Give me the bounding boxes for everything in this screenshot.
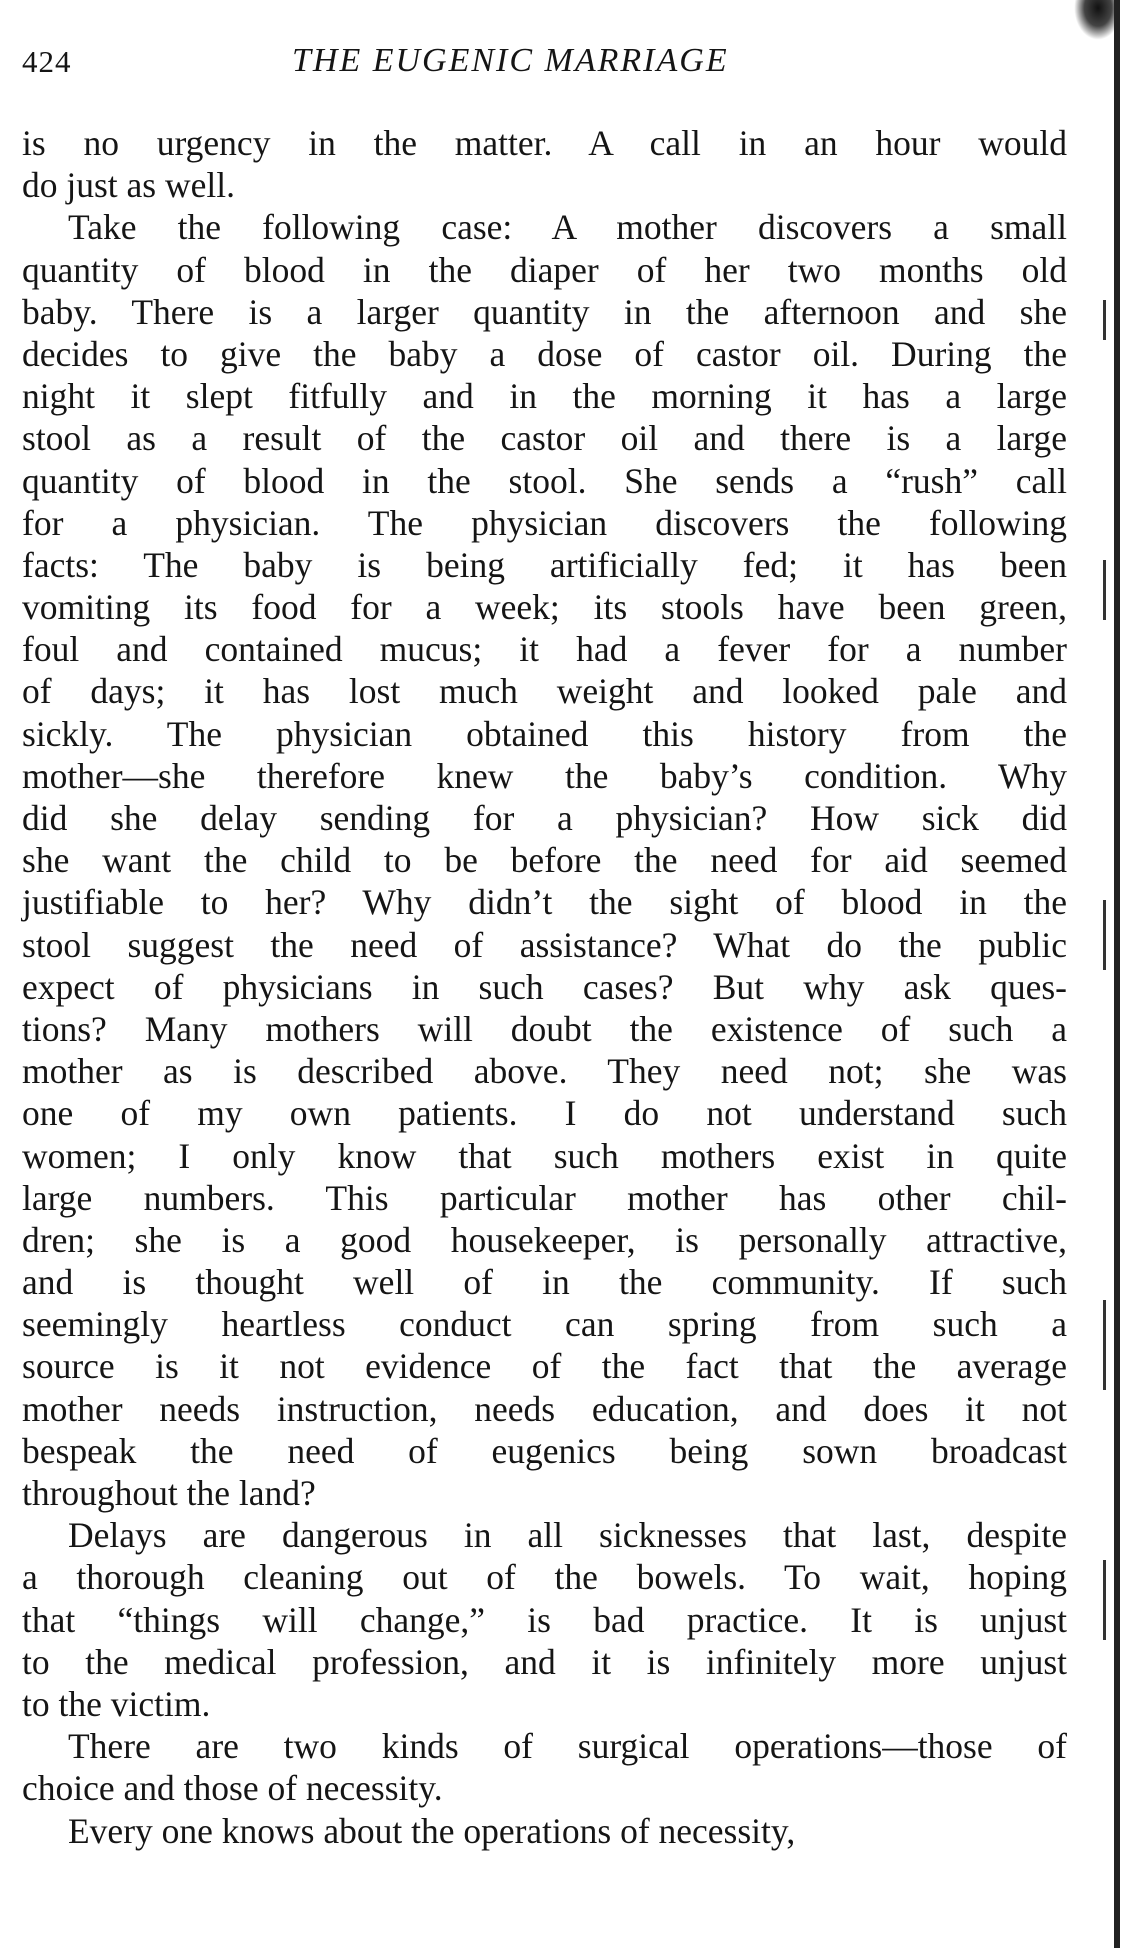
text-line: facts: The baby is being artificially fed; it has been: [22, 544, 1067, 585]
text-line: source is it not evidence of the fact that the average: [22, 1346, 1067, 1387]
margin-mark: [1103, 300, 1106, 340]
text-line: and is thought well of in the community. If such: [22, 1262, 1067, 1303]
paragraph-start-line: Every one knows about the operations of necessity,: [68, 1810, 796, 1851]
text-line: mother needs instruction, needs education, and does it not: [22, 1388, 1067, 1429]
page-binding-edge: [1114, 0, 1120, 1948]
text-line: expect of physicians in such cases? But why ask ques-: [22, 966, 1067, 1007]
text-line: dren; she is a good housekeeper, is personally attractive,: [22, 1219, 1067, 1260]
text-line: stool suggest the need of assistance? What do the public: [22, 924, 1067, 965]
text-line: women; I only know that such mothers exist in quite: [22, 1135, 1067, 1176]
text-line: mother as is described above. They need not; she was: [22, 1051, 1067, 1092]
text-line: tions? Many mothers will doubt the existence of such a: [22, 1008, 1067, 1049]
text-line: baby. There is a larger quantity in the afternoon and she: [22, 291, 1067, 332]
text-line: to the victim.: [22, 1683, 211, 1724]
text-line: choice and those of necessity.: [22, 1768, 443, 1809]
text-line: quantity of blood in the stool. She sends a “rush” call: [22, 460, 1067, 501]
page-number: 424: [22, 44, 72, 79]
text-line: night it slept fitfully and in the morning it has a large: [22, 376, 1067, 417]
text-line: vomiting its food for a week; its stools have been green,: [22, 587, 1067, 628]
paragraph-start-line: Take the following case: A mother discovers a small: [68, 207, 1067, 248]
text-line: did she delay sending for a physician? How sick did: [22, 798, 1067, 838]
text-line: justifiable to her? Why didn’t the sight of blood in the: [22, 882, 1067, 923]
text-line: one of my own patients. I do not understand such: [22, 1093, 1067, 1134]
running-head: THE EUGENIC MARRIAGE: [292, 42, 729, 79]
text-line: to the medical profession, and it is infinitely more unjust: [22, 1641, 1067, 1682]
margin-mark: [1103, 900, 1106, 970]
margin-mark: [1103, 560, 1106, 620]
text-line: bespeak the need of eugenics being sown broadcast: [22, 1430, 1067, 1471]
body-text: [22, 122, 1067, 1852]
text-line: for a physician. The physician discovers the following: [22, 502, 1067, 543]
binding-shadow: [1074, 0, 1114, 40]
text-line: she want the child to be before the need for aid seemed: [22, 840, 1067, 881]
text-line: decides to give the baby a dose of castor oil. During the: [22, 333, 1067, 374]
text-line: that “things will change,” is bad practice. It is unjust: [22, 1599, 1067, 1640]
text-line: large numbers. This particular mother has other chil-: [22, 1177, 1067, 1218]
text-line: of days; it has lost much weight and looked pale and: [22, 671, 1067, 712]
page-header: [22, 44, 1072, 88]
text-line: stool as a result of the castor oil and there is a large: [22, 418, 1067, 459]
text-line: sickly. The physician obtained this history from the: [22, 713, 1067, 754]
text-line: do just as well.: [22, 165, 235, 206]
text-line: a thorough cleaning out of the bowels. To wait, hoping: [22, 1557, 1067, 1598]
text-line: foul and contained mucus; it had a fever for a number: [22, 629, 1067, 670]
text-line: seemingly heartless conduct can spring from such a: [22, 1304, 1067, 1345]
text-line: is no urgency in the matter. A call in an hour would: [22, 123, 1067, 163]
text-line: quantity of blood in the diaper of her two months old: [22, 249, 1067, 290]
text-line: throughout the land?: [22, 1473, 316, 1513]
paragraph-start-line: There are two kinds of surgical operations—those of: [68, 1726, 1067, 1767]
paragraph-start-line: Delays are dangerous in all sicknesses that last, despite: [68, 1515, 1067, 1556]
text-line: mother—she therefore knew the baby’s condition. Why: [22, 755, 1067, 796]
margin-mark: [1103, 1560, 1106, 1640]
margin-mark: [1103, 1300, 1106, 1390]
